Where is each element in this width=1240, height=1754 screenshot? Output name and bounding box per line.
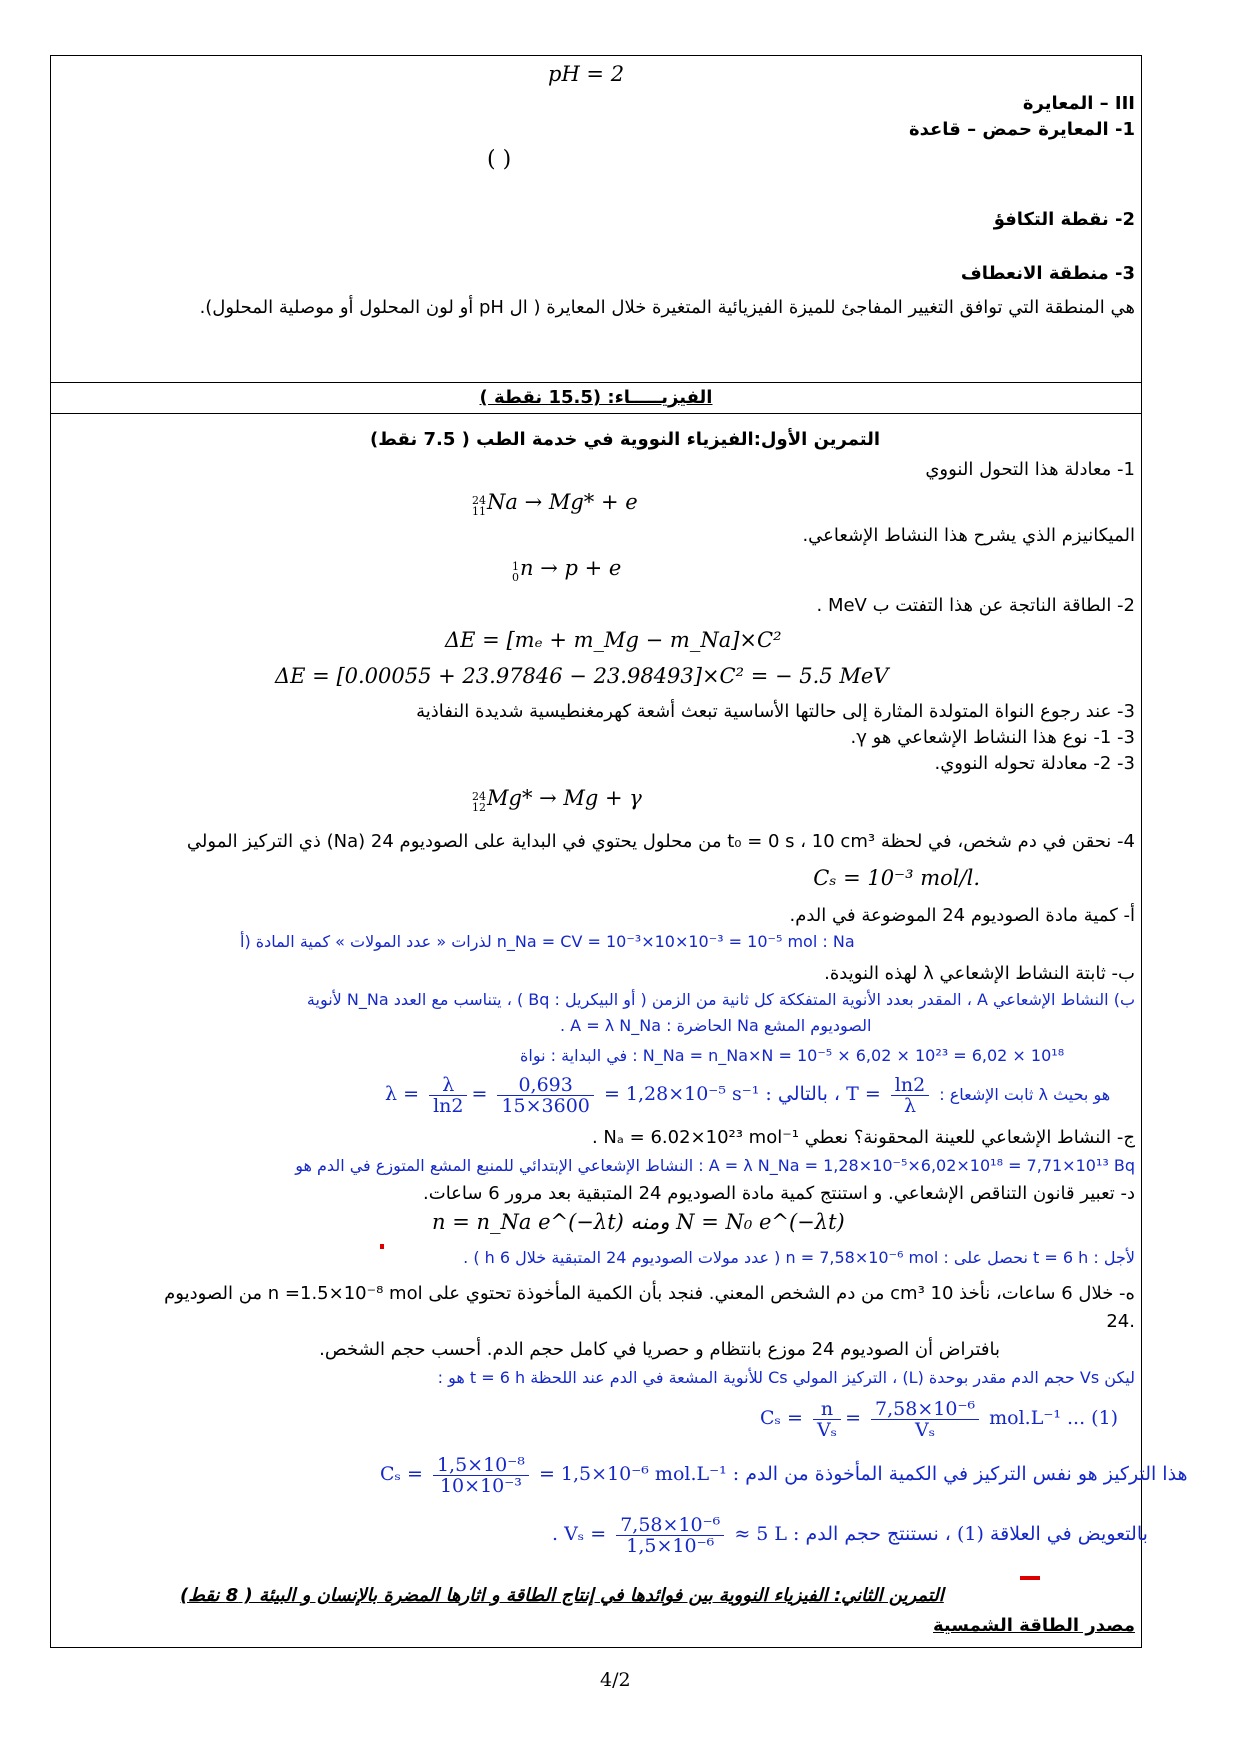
eq-energy-1: ΔE = [mₑ + m_Mg − m_Na]×C² (445, 628, 782, 652)
qc: ج- النشاط الإشعاعي للعينة المحقونة؟ نعطي Nₐ = 6.02×10²³ mol⁻¹ . (591, 1127, 1135, 1148)
exercise1-title: التمرين الأول:الفيزياء النووية في خدمة الطب ( 7.5 نقط) (370, 429, 881, 450)
eq-decay: 24 11Na → Mg* + e (472, 490, 638, 518)
qe3: بافتراض أن الصوديوم 24 موزع بانتظام و حصريا في كامل حجم الدم. أحسب حجم الشخص. (319, 1339, 1000, 1360)
ph-line: pH = 2 (548, 62, 625, 86)
answer-b4: λ = $\frac{\lambda}{\ln 2}$ = $\frac{0,693}{15\times 3600}$ = 1,28×10⁻⁵ s⁻¹ : بالتالي ، T = $\frac{\ln 2}{\lambda}$ : ثابت الإشعاع λ هو بحيث (385, 1073, 1111, 1117)
section-item-3-text: هي المنطقة التي توافق التغيير المفاجئ للميزة الفيزيائية المتغيرة خلال المعايرة ( ال pH أو لون المحلول أو موصلية المحلول). (199, 297, 1135, 318)
q2: 2- الطاقة الناتجة عن هذا التفتت ب MeV . (816, 595, 1135, 616)
q3-2: 3- 2- معادلة تحوله النووي. (934, 753, 1135, 774)
q1: 1- معادلة هذا التحول النووي (925, 459, 1135, 480)
eq-decay-law: n = n_Na e^(−λt) ومنه N = N₀ e^(−λt) (432, 1210, 845, 1234)
divider-1 (50, 382, 1142, 383)
answer-e1: ليكن Vs حجم الدم مقدر بوحدة (L) ، التركيز المولي Cs للأنوية المشعة في الدم عند اللحظة t = 6 h هو : (437, 1368, 1135, 1387)
answer-d: لأجل : t = 6 h نحصل على : n = 7,58×10⁻⁶ mol ( عدد مولات الصوديوم 24 المتبقية خلال 6 h ) . (463, 1248, 1135, 1267)
divider-2 (50, 413, 1142, 414)
eq-gamma: 24 12Mg* → Mg + γ (472, 786, 642, 814)
page-number: 4/2 (600, 1669, 631, 1691)
q4-concentration: .Cₛ = 10⁻³ mol/l (813, 866, 980, 890)
parens: ( ) (487, 147, 512, 172)
q3-1: 3- 1- نوع هذا النشاط الإشعاعي هو γ. (850, 727, 1135, 748)
qe1: ه- خلال 6 ساعات، نأخذ 10 cm³ من دم الشخص المعني. فنجد بأن الكمية المأخوذة تحتوي على n =1.5×10⁻⁸ mol من الصوديوم (164, 1283, 1135, 1304)
answer-c: A = λ N_Na = 1,28×10⁻⁵×6,02×10¹⁸ = 7,71×10¹³ Bq : النشاط الإشعاعي الإبتدائي للمنبع المشع المتوزع في الدم هو (295, 1156, 1135, 1175)
qe2: .24 (1106, 1311, 1135, 1332)
section-item-3: 3- منطقة الانعطاف (960, 263, 1135, 284)
section-item-1: 1- المعايرة حمض – قاعدة (908, 119, 1135, 140)
red-mark-dot (380, 1244, 384, 1249)
answer-e4: . Vₛ = $\frac{\text{7,58×10⁻⁶}}{\text{1,5×10⁻⁶}}$ ≈ 5 L : بالتعويض في العلاقة (1) ، نستنتج حجم الدم (552, 1513, 1148, 1557)
answer-e2: Cₛ = $\frac{n}{\text{Vₛ}}$ = $\frac{\text{7,58×10⁻⁶}}{\text{Vₛ}}$ mol.L⁻¹ ... (1) (760, 1397, 1119, 1441)
section-title: III – المعايرة (1022, 93, 1135, 114)
answer-a: n_Na = CV = 10⁻³×10×10⁻³ = 10⁻⁵ mol : Na لذرات « عدد المولات » كمية المادة (أ (240, 932, 855, 951)
answer-b1: ب) النشاط الإشعاعي A ، المقدر بعدد الأنوية المتفككة كل ثانية من الزمن ( أو البيكريل : Bq ) ، يتناسب مع العدد N_Na لأنوية (306, 990, 1135, 1009)
answer-b2: الصوديوم المشع Na الحاضرة : A = λ N_Na . (560, 1016, 872, 1035)
qb: ب- ثابتة النشاط الإشعاعي λ لهذه النويدة. (824, 963, 1135, 984)
answer-b3: N_Na = n_Na×N = 10⁻⁵ × 6,02 × 10²³ = 6,02 × 10¹⁸ : في البداية : نواة (520, 1046, 1065, 1065)
exercise2-title: التمرين الثاني: الفيزياء النووية بين فوائدها في إنتاج الطاقة و اثارها المضرة بالإنسان و البيئة ( 8 نقط) (180, 1585, 944, 1606)
q4: 4- نحقن في دم شخص، في لحظة t₀ = 0 s ، 10 cm³ من محلول يحتوي في البداية على الصوديوم 24 (Na) ذي التركيز المولي (186, 831, 1135, 852)
section-item-2: 2- نقطة التكافؤ (993, 209, 1135, 230)
answer-e3: Cₛ = $\frac{\text{1,5×10⁻⁸}}{\text{10×10⁻³}}$ = 1,5×10⁻⁶ mol.L⁻¹ : هذا التركيز هو نفس التركيز في الكمية المأخوذة من الدم (380, 1453, 1188, 1497)
exercise2-subtitle: مصدر الطاقة الشمسية (933, 1615, 1135, 1636)
physics-header: الفيزيـــــاء: (15.5 نقطة ) (479, 387, 713, 408)
qa: أ- كمية مادة الصوديوم 24 الموضوعة في الدم. (789, 905, 1135, 926)
red-mark (1020, 1576, 1040, 1580)
q3: 3- عند رجوع النواة المتولدة المثارة إلى حالتها الأساسية تبعث أشعة كهرمغنطيسية شديدة النفاذية (416, 701, 1135, 722)
eq-mechanism: 1 0n → p + e (512, 556, 622, 584)
mechanism: الميكانيزم الذي يشرح هذا النشاط الإشعاعي. (802, 525, 1135, 546)
qd: د- تعبير قانون التناقص الإشعاعي. و استنتج كمية مادة الصوديوم 24 المتبقية بعد مرور 6 ساعات. (423, 1183, 1135, 1204)
eq-energy-2: ΔE = [0.00055 + 23.97846 − 23.98493]×C² = − 5.5 MeV (275, 664, 889, 688)
